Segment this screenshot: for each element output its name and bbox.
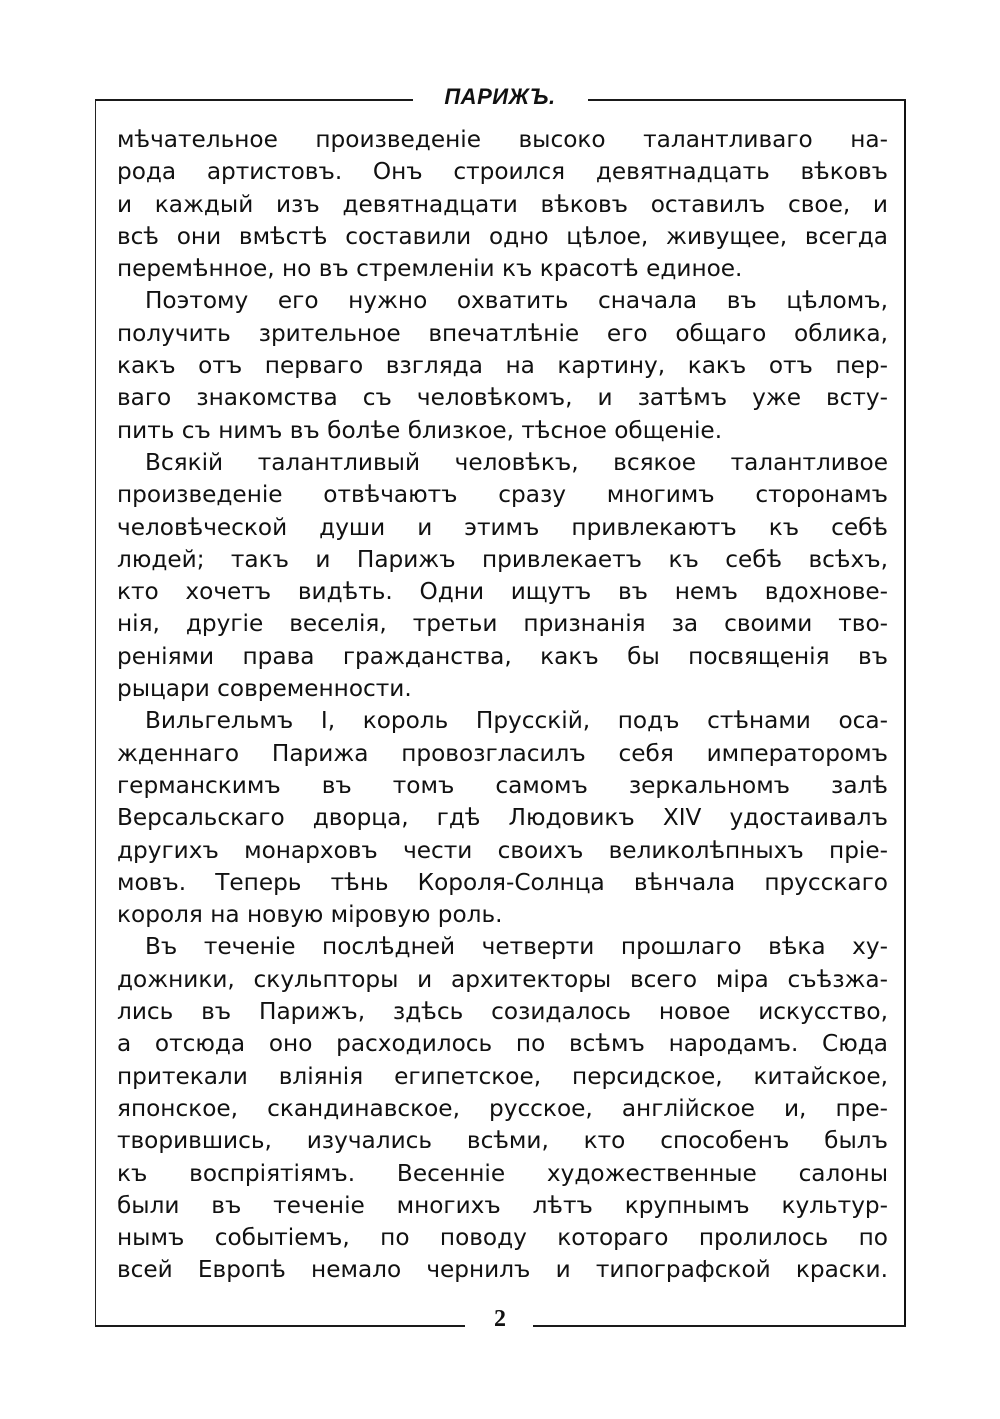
text-line: всѣ они вмѣстѣ составили одно цѣлое, живущее, всегда [117,222,888,250]
text-line: и каждый изъ девятнадцати вѣковъ оставилъ свое, и [117,190,888,218]
body-text [117,124,888,1287]
text-line: ренiями права гражданства, какъ бы посвященiя въ [117,642,888,670]
text-line: получить зрительное впечатлѣнiе его общаго облика, [117,319,888,347]
text-line: а отсюда оно расходилось по всѣмъ народамъ. Сюда [117,1030,888,1058]
text-line: произведенiе отвѣчаютъ сразу многимъ сторонамъ [117,481,888,509]
text-line: пить съ нимъ въ болѣе близкое, тѣсное общенiе. [117,416,723,444]
text-line: Версальскаго дворца, гдѣ Людовикъ XIV удостаивалъ [117,804,888,832]
text-line: перемѣнное, но въ стремленiи къ красотѣ единое. [117,255,743,283]
text-line: Вильгельмъ I, король Прусскiй, подъ стѣнами оса- [145,707,888,735]
text-line: лись въ Парижъ, здѣсь созидалось новое искусство, [117,998,888,1026]
text-line: человѣческой души и этимъ привлекаютъ къ себѣ [117,513,888,541]
text-line: ваго знакомства съ человѣкомъ, и затѣмъ уже всту- [117,384,888,412]
text-line: Поэтому его нужно охватить сначала въ цѣломъ, [145,287,888,315]
text-line: какъ отъ перваго взгляда на картину, какъ отъ пер- [117,352,888,380]
text-line: къ воспрiятiямъ. Весеннiе художественные салоны [117,1159,888,1187]
paragraph [117,447,888,705]
paragraph [117,705,888,931]
text-line: нiя, другiе веселiя, третьи признанiя за своими тво- [117,610,888,638]
text-line: кто хочетъ видѣть. Одни ищутъ въ немъ вдохнове- [117,578,888,606]
text-line: Всякiй талантливый человѣкъ, всякое талантливое [145,448,888,476]
page-number: 2 [494,1306,506,1332]
text-line: мовъ. Теперь тѣнь Короля-Солнца вѣнчала прусскаго [117,868,888,896]
text-line: другихъ монарховъ чести своихъ великолѣпныхъ прiе- [117,836,888,864]
text-line: всей Европѣ немало чернилъ и типографской краски. [117,1256,888,1284]
text-line: притекали влiянiя египетское, персидское, китайское, [117,1062,888,1090]
text-line: Въ теченiе послѣдней четверти прошлаго вѣка ху- [145,933,888,961]
text-line: короля на новую мiровую роль. [117,901,503,929]
text-line: людей; такъ и Парижъ привлекаетъ къ себѣ всѣхъ, [117,545,888,573]
text-line: японское, скандинавское, русское, англiйское и, пре- [117,1094,888,1122]
text-line: рыцари современности. [117,675,412,703]
text-line: творившись, изучались всѣми, кто способенъ былъ [117,1127,888,1155]
running-header-text: ПАРИЖЪ. [430,84,569,109]
paragraph [117,285,888,446]
text-line: жденнаго Парижа провозгласилъ себя императоромъ [117,739,888,767]
text-line: германскимъ въ томъ самомъ зеркальномъ залѣ [117,771,888,799]
paragraph [117,931,888,1286]
paragraph [117,124,888,285]
text-line: были въ теченiе многихъ лѣтъ крупнымъ культур- [117,1191,888,1219]
running-header [0,84,1000,110]
text-line: рода артистовъ. Онъ строился девятнадцать вѣковъ [117,158,888,186]
text-line: дожники, скульпторы и архитекторы всего мiра съѣзжа- [117,965,888,993]
text-line: нымъ событiемъ, по поводу котораго пролилось по [117,1224,888,1252]
text-line: мѣчательное произведенiе высоко талантливаго на- [117,126,888,153]
